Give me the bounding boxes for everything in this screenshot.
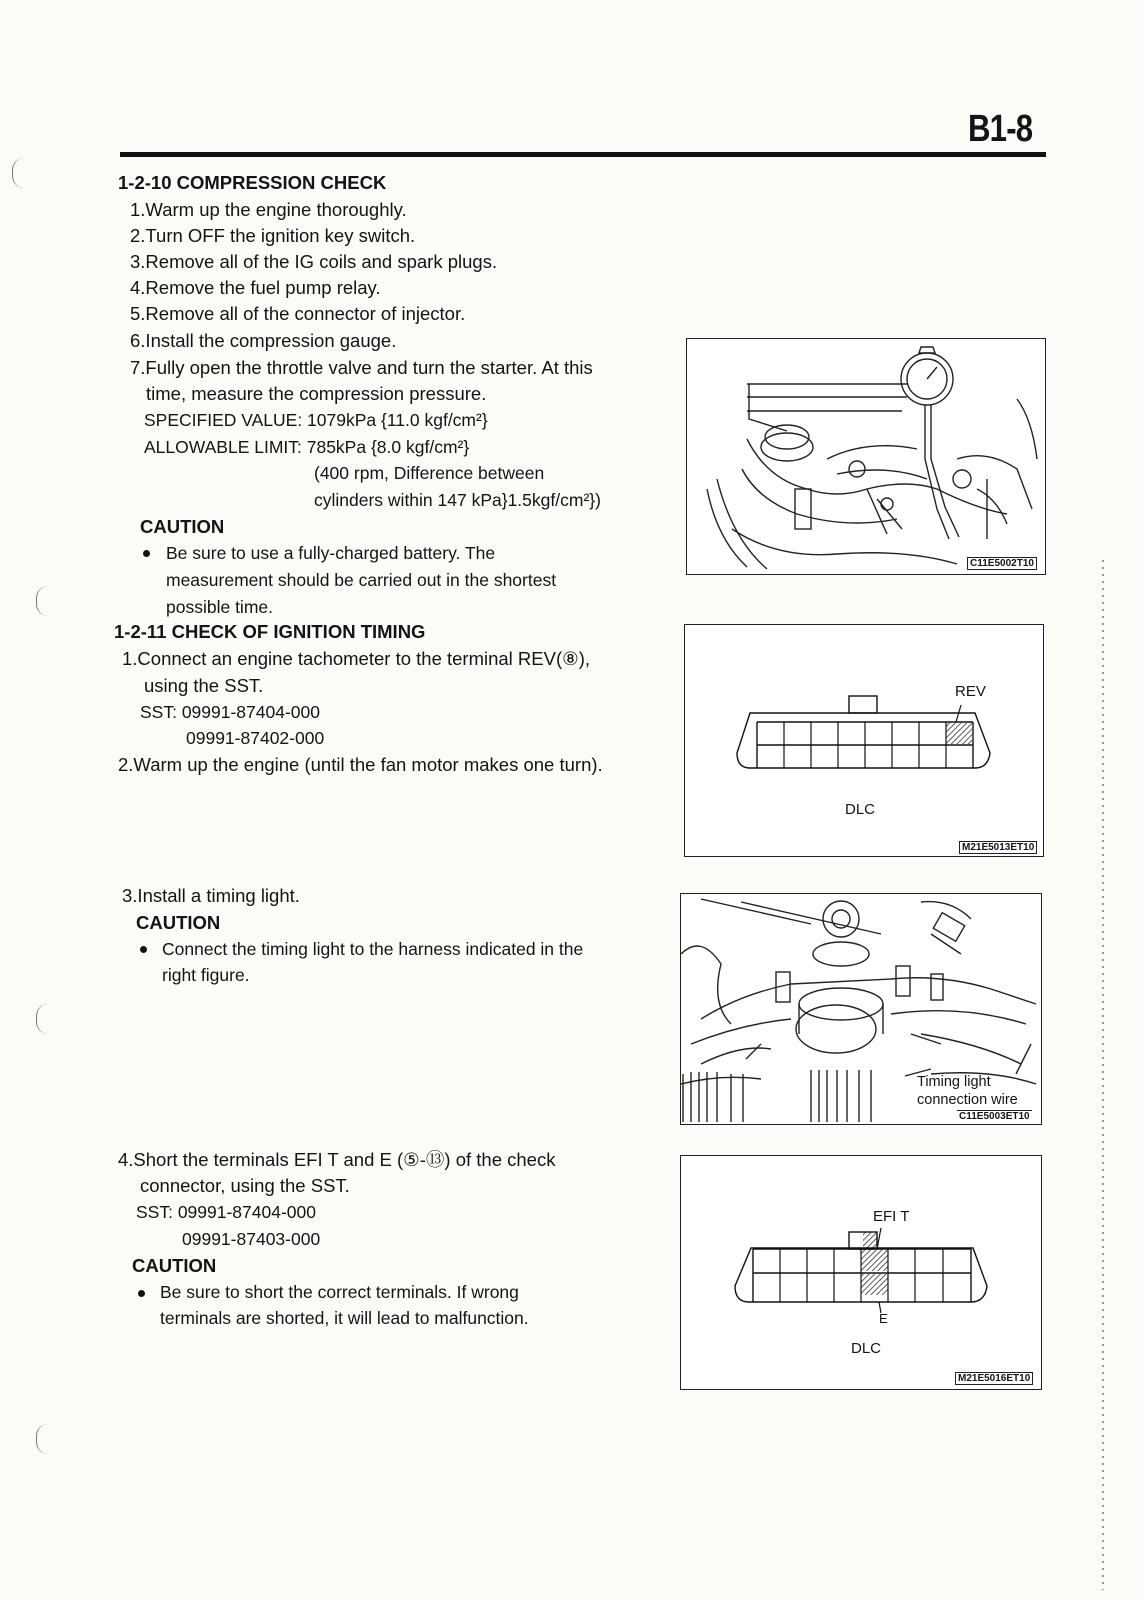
sst-number: SST: 09991-87404-000 — [140, 702, 320, 722]
dlc-label: DLC — [851, 1340, 882, 1357]
step: 3.Remove all of the IG coils and spark plugs. — [130, 251, 498, 272]
dlc-rev-figure — [684, 624, 1044, 857]
step: 2.Turn OFF the ignition key switch. — [130, 225, 416, 246]
margin-mark — [36, 1004, 59, 1034]
bullet — [143, 550, 150, 557]
step: 4.Remove the fuel pump relay. — [130, 277, 381, 298]
step: 1.Connect an engine tachometer to the terminal REV(⑧), — [122, 648, 591, 669]
scan-edge-dots — [1102, 560, 1104, 1590]
figure-code: M21E5016ET10 — [955, 1372, 1033, 1385]
page-number: B1-8 — [968, 108, 1033, 150]
rev-terminal — [946, 723, 972, 744]
compression-gauge-figure — [686, 338, 1046, 575]
bullet — [138, 1290, 145, 1297]
efi-t-label: EFI T — [873, 1208, 910, 1225]
efi-t-terminal — [861, 1250, 888, 1271]
margin-mark — [36, 586, 59, 616]
timing-light-label: connection wire — [917, 1092, 1018, 1108]
section-title: 1-2-10 COMPRESSION CHECK — [118, 172, 387, 193]
step: 7.Fully open the throttle valve and turn the starter. At this — [130, 357, 593, 378]
caution-title: CAUTION — [140, 516, 225, 537]
dlc-connector-diagram — [685, 625, 1043, 856]
caution-title: CAUTION — [132, 1255, 217, 1276]
spec-value: SPECIFIED VALUE: 1079kPa {11.0 kgf/cm²} — [144, 410, 488, 430]
header-rule — [120, 152, 1046, 157]
dlc-efi-figure — [680, 1155, 1042, 1390]
figure-code: C11E5003ET10 — [959, 1111, 1030, 1122]
step: 6.Install the compression gauge. — [130, 330, 397, 351]
bullet — [140, 946, 147, 953]
condition-line: (400 rpm, Difference between — [314, 463, 545, 483]
caution-text: right figure. — [162, 965, 250, 985]
step: 5.Remove all of the connector of injector. — [130, 303, 466, 324]
caution-text: measurement should be carried out in the shortest — [166, 570, 557, 590]
dlc-label: DLC — [845, 801, 876, 818]
step: 2.Warm up the engine (until the fan motor makes one turn). — [118, 754, 603, 775]
step: 1.Warm up the engine thoroughly. — [130, 199, 407, 220]
engine-gauge-illustration — [687, 339, 1045, 574]
step: 3.Install a timing light. — [122, 885, 300, 906]
step: using the SST. — [144, 675, 264, 696]
rev-label: REV — [955, 683, 986, 700]
timing-light-figure — [680, 893, 1042, 1125]
timing-light-label: Timing light — [917, 1074, 991, 1090]
e-label: E — [879, 1311, 888, 1326]
caution-title: CAUTION — [136, 912, 221, 933]
caution-text: possible time. — [166, 597, 273, 617]
section-title: 1-2-11 CHECK OF IGNITION TIMING — [114, 621, 426, 642]
condition-line: cylinders within 147 kPa}1.5kgf/cm²}) — [314, 490, 601, 510]
figure-code: C11E5002T10 — [967, 557, 1037, 570]
margin-mark — [36, 1424, 59, 1454]
caution-text: Be sure to short the correct terminals. If wrong — [160, 1282, 519, 1302]
caution-text: Be sure to use a fully-charged battery. The — [166, 543, 496, 563]
allowable-limit: ALLOWABLE LIMIT: 785kPa {8.0 kgf/cm²} — [144, 437, 470, 457]
margin-mark — [12, 158, 35, 188]
figure-code: M21E5013ET10 — [959, 841, 1037, 854]
step: connector, using the SST. — [140, 1175, 350, 1196]
efi-t-terminal-tab — [863, 1232, 877, 1248]
sst-number: SST: 09991-87404-000 — [136, 1202, 316, 1222]
e-terminal — [861, 1274, 888, 1295]
step: 4.Short the terminals EFI T and E (⑤-⑬) of the check — [118, 1149, 556, 1170]
sst-number: 09991-87402-000 — [186, 728, 325, 748]
sst-number: 09991-87403-000 — [182, 1229, 321, 1249]
caution-text: Connect the timing light to the harness indicated in the — [162, 939, 584, 959]
caution-text: terminals are shorted, it will lead to malfunction. — [160, 1308, 529, 1328]
step: time, measure the compression pressure. — [146, 383, 487, 404]
